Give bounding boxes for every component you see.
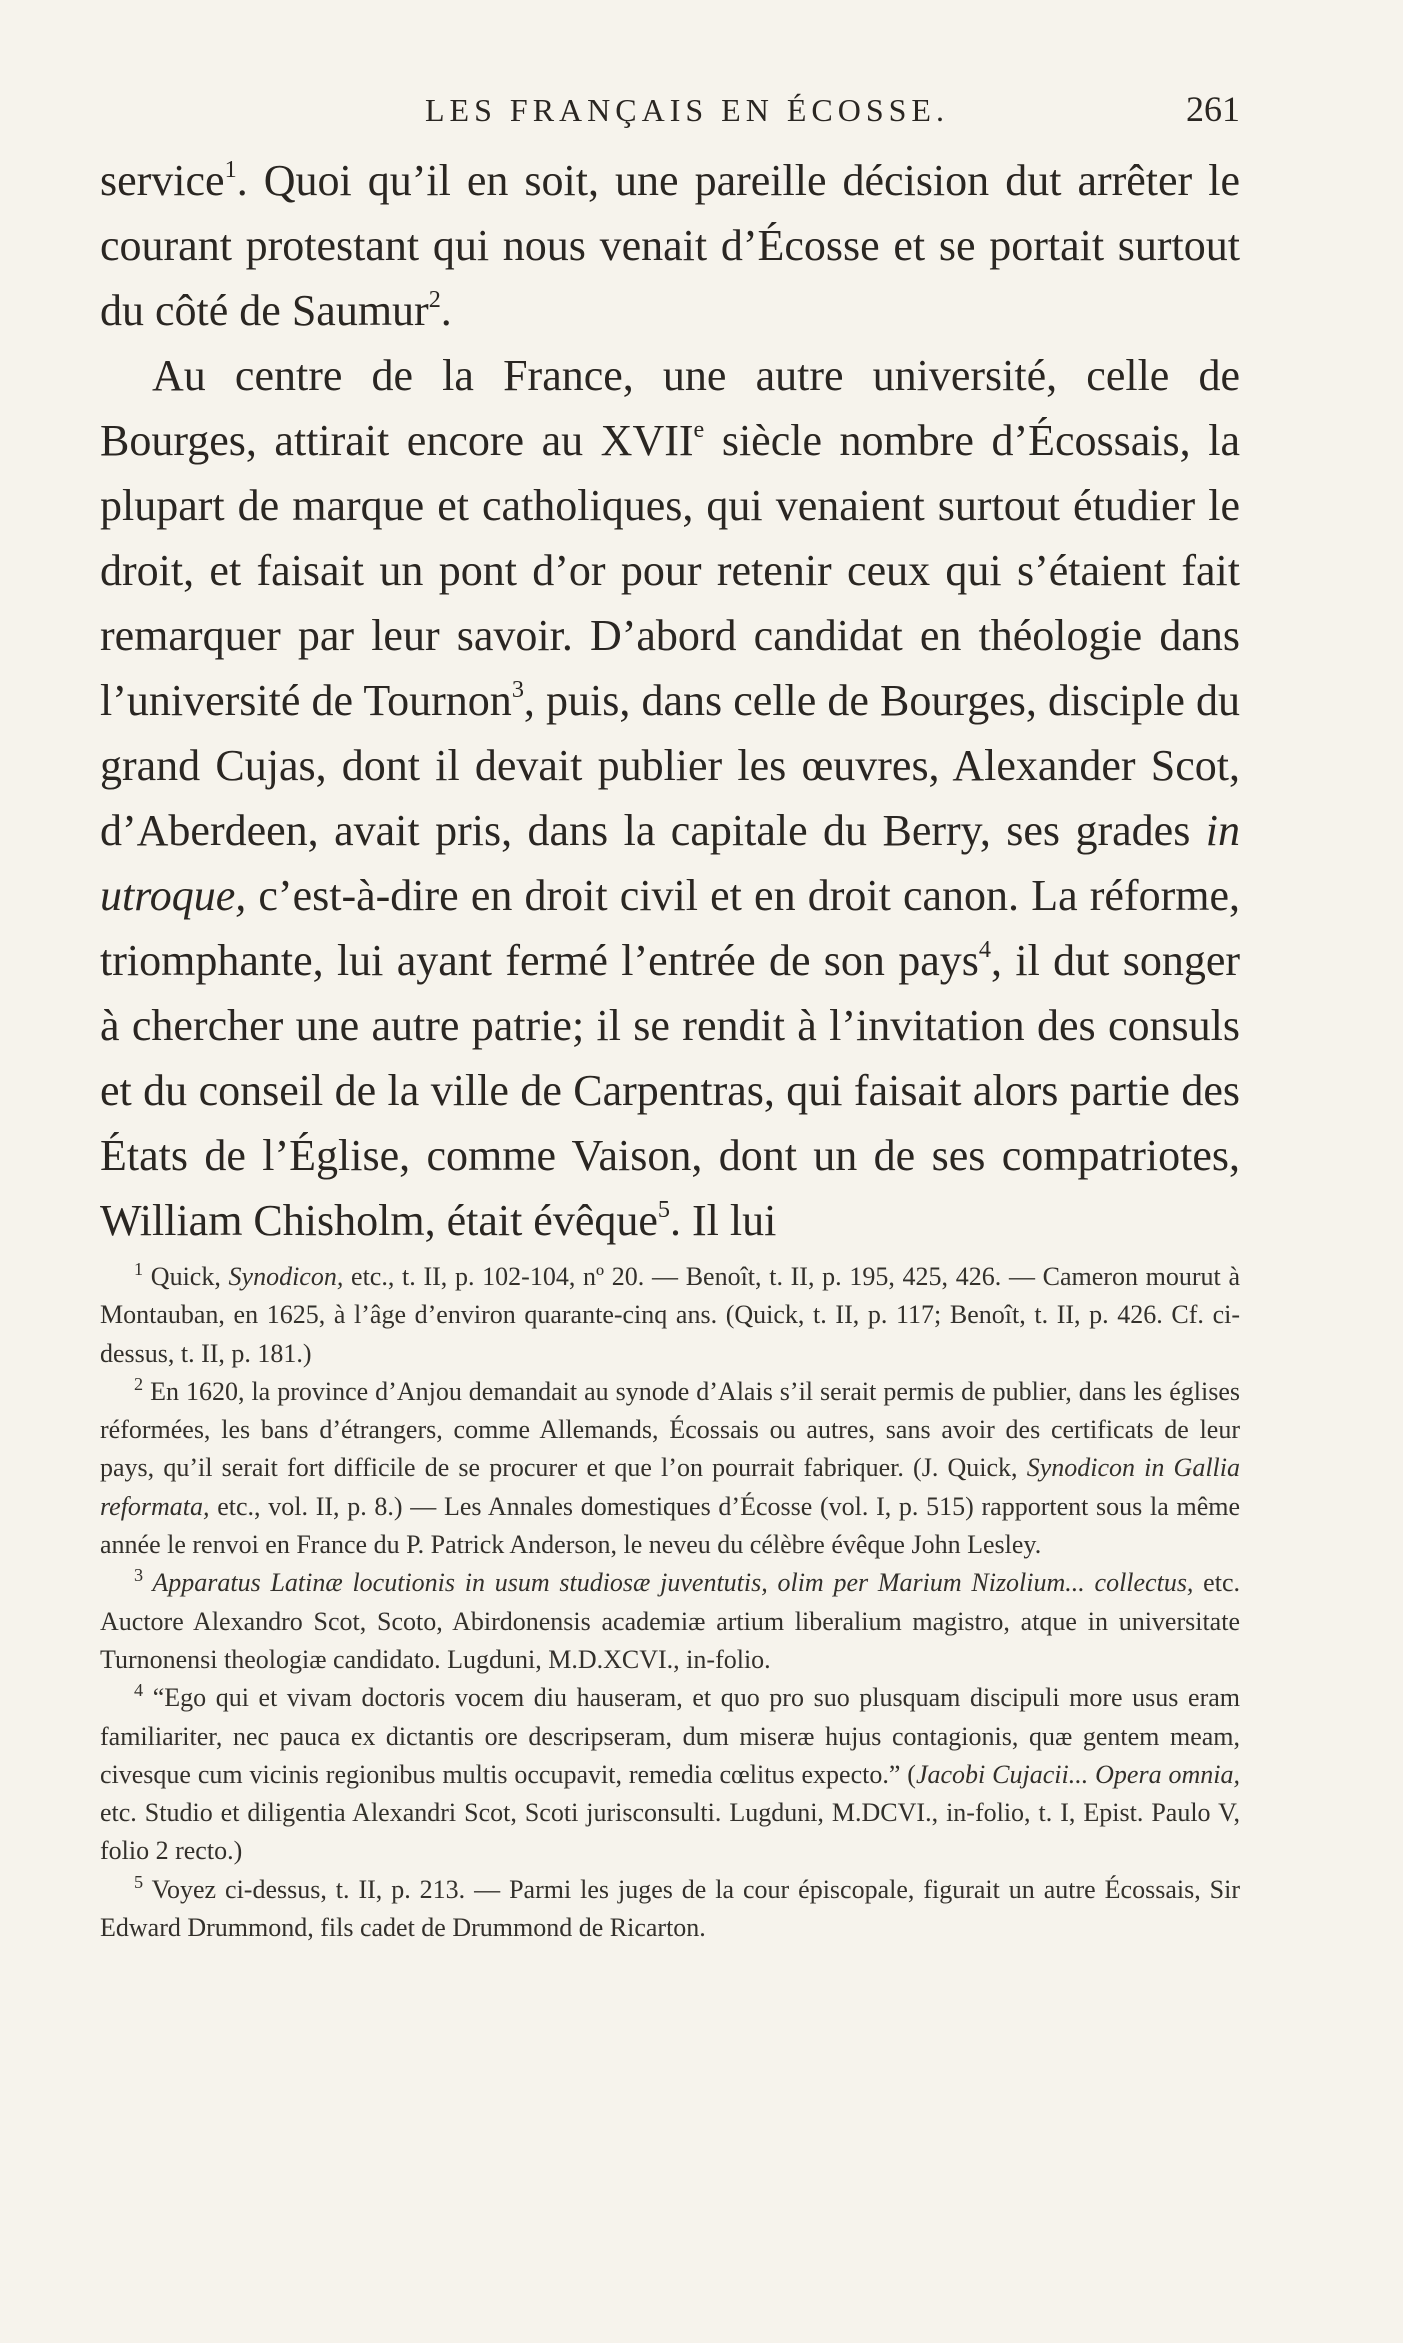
- text-run: Quick,: [143, 1262, 229, 1291]
- footnote-3: [100, 1564, 1240, 1679]
- text-run: siècle nombre d’Écossais, la plupart de marque et catholiques, qui venaient surtout étudier le droit, et faisait un pont d’or pour retenir ceux qui s’étaient fait remarquer par leur savoir. D’abord candidat en théologie dans l’université de Tournon: [100, 416, 1240, 725]
- footnote-number: 5: [134, 1871, 144, 1892]
- footnote-4: [100, 1679, 1240, 1870]
- footnote-number: 4: [134, 1680, 144, 1701]
- footnotes: [100, 1258, 1240, 1947]
- text-run: c’est-à-dire en droit civil et en droit canon. La réforme, triomphante, lui ayant fermé l’entrée de son pays: [100, 871, 1240, 985]
- footnote-ref-3: 3: [511, 675, 524, 703]
- italic-phrase: Jacobi Cujacii... Opera omnia,: [915, 1759, 1240, 1789]
- footnote-number: 3: [134, 1565, 144, 1586]
- text-run: etc. Auctore Alexandro Scot, Scoto, Abirdonensis academiæ artium liberalium magistro, atque in universitate Turnonensi theologiæ candidato. Lugduni, M.D.XCVI., in-folio.: [100, 1568, 1240, 1674]
- century-superscript: e: [693, 415, 705, 443]
- text-run: etc., vol. II, p. 8.) — Les Annales domestiques d’Écosse (vol. I, p. 515) rapportent sous la même année le renvoi en France du P. Patrick Anderson, le neveu du célèbre évêque John Lesley.: [100, 1491, 1240, 1560]
- footnote-2: [100, 1373, 1240, 1564]
- footnote-ref-2: 2: [428, 285, 441, 313]
- text-run: , il dut songer à chercher une autre patrie; il se rendit à l’invitation des consuls et du conseil de la ville de Carpentras, qui faisait alors partie des États de l’Église, comme Vaison, dont un de ses compatriotes, William Chisholm, était évêque: [100, 936, 1240, 1245]
- footnote-5: [100, 1871, 1240, 1948]
- text-run: En 1620, la province d’Anjou demandait au synode d’Alais s’il serait permis de publier, dans les églises réformées, les bans d’étrangers, comme Allemands, Écossais ou autres, sans avoir des certificats de leur pays, qu’il serait fort difficile de se procurer et que l’on pourrait fabriquer. (J. Quick,: [100, 1376, 1240, 1483]
- footnote-ref-5: 5: [657, 1195, 670, 1223]
- text-run: Au centre de la France, une autre université, celle de Bourges, attirait encore au XVII: [100, 351, 1240, 465]
- footnote-1: [100, 1258, 1240, 1373]
- footnote-ref-4: 4: [978, 935, 992, 963]
- italic-phrase: Synodicon in Gallia reformata,: [100, 1453, 1240, 1521]
- text-run: .: [440, 286, 452, 335]
- footnote-number: 2: [134, 1373, 144, 1394]
- paragraph-2: [100, 343, 1240, 1253]
- running-title: LES FRANÇAIS EN ÉCOSSE.: [425, 92, 949, 128]
- italic-phrase: Apparatus Latinæ locutionis in usum studiosæ juventutis, olim per Marium Nizolium... collectus,: [143, 1568, 1194, 1598]
- text-run: Voyez ci-dessus, t. II, p. 213. — Parmi les juges de la cour épiscopale, figurait un autre Écossais, Sir Edward Drummond, fils cadet de Drummond de Ricarton.: [100, 1874, 1240, 1943]
- paragraph-1: [100, 148, 1240, 343]
- text-run: etc. Studio et diligentia Alexandri Scot, Scoti jurisconsulti. Lugduni, M.DCVI., in-folio, t. I, Epist. Paulo V, folio 2 recto.): [100, 1798, 1240, 1866]
- main-text: [100, 148, 1240, 1253]
- text-run: etc., t. II, p. 102-104, nº 20. — Benoît, t. II, p. 195, 425, 426. — Cameron mourut à Montauban, en 1625, à l’âge d’environ quarante-cinq ans. (Quick, t. II, p. 117; Benoît, t. II, p. 426. Cf. ci-dessus, t. II, p. 181.): [100, 1262, 1240, 1368]
- text-run: service: [100, 156, 225, 205]
- text-run: . Il lui: [669, 1196, 777, 1245]
- text-run: “Ego qui et vivam doctoris vocem diu hauseram, et quo pro suo plusquam discipuli more usus eram familiariter, nec pauca ex dictantis ore descripseram, dum miseræ hujus contagionis, quæ gentem meam, civesque cum vicinis regionibus multis occupavit, remedia cœlitus expecto.” (: [100, 1683, 1240, 1789]
- footnote-number: 1: [134, 1259, 144, 1279]
- text-run: . Quoi qu’il en soit, une pareille décision dut arrêter le courant protestant qui nous venait d’Écosse et se portait surtout du côté de Saumur: [100, 156, 1240, 335]
- footnote-ref-1: 1: [224, 155, 237, 183]
- page-number: 261: [1186, 89, 1240, 129]
- italic-phrase: in utroque,: [100, 806, 1240, 920]
- page-header: [100, 88, 1240, 136]
- italic-phrase: Synodicon,: [228, 1262, 344, 1291]
- text-run: , puis, dans celle de Bourges, disciple du grand Cujas, dont il devait publier les œuvres, Alexander Scot, d’Aberdeen, avait pris, dans la capitale du Berry, ses grades: [100, 676, 1240, 855]
